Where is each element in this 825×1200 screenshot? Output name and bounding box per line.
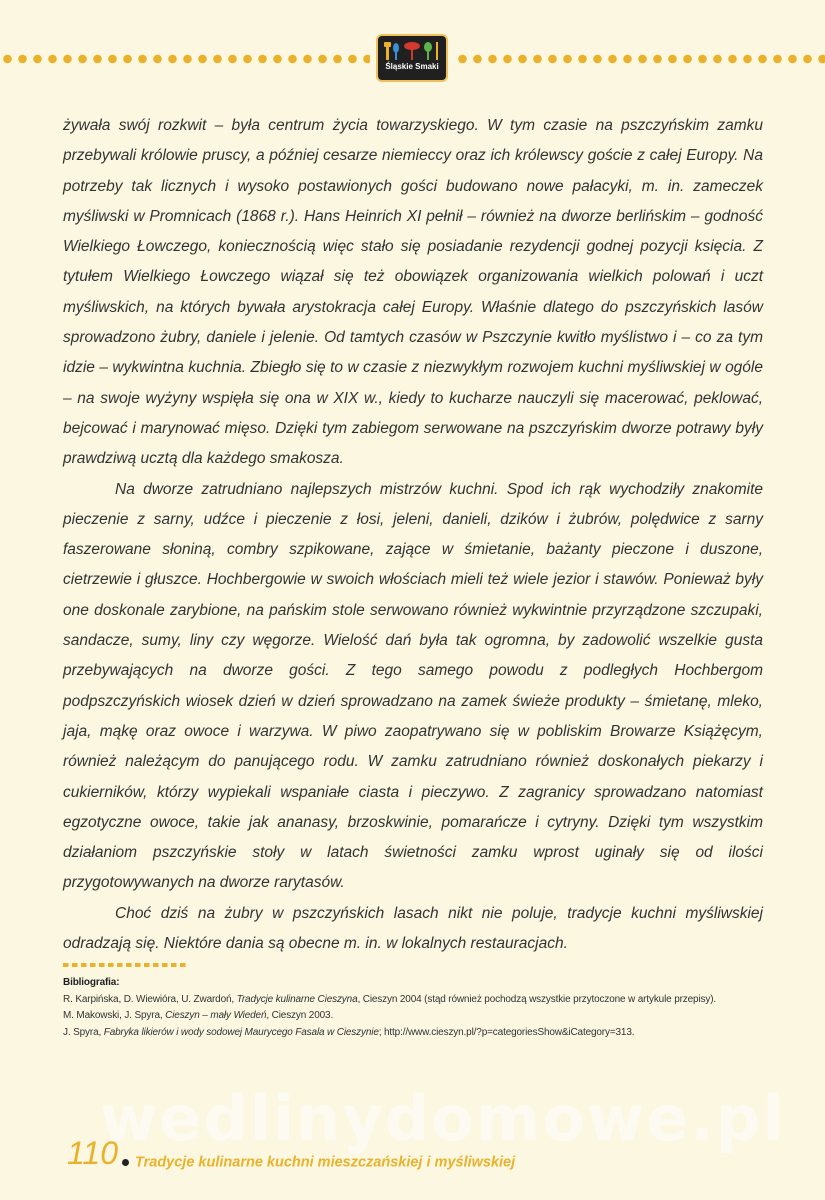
footer-bullet <box>122 1159 129 1166</box>
bibliography-entry <box>63 1008 773 1025</box>
bib-authors: M. Makowski, J. Spyra, <box>63 1010 166 1021</box>
bib-details: ; http://www.cieszyn.pl/?p=categoriesShow&iCategory=313. <box>378 1026 635 1038</box>
footer-title: Tradycje kulinarne kuchni mieszczańskiej i myśliwskiej <box>135 1154 516 1171</box>
article-body <box>63 111 763 959</box>
paragraph: Na dworze zatrudniano najlepszych mistrzów kuchni. Spod ich rąk wychodziły znakomite pieczenie z sarny, udźce i pieczenie z łosi, jeleni, danieli, dzików i żubrów, polędwice z sarny faszerowane słoniną, combry szpikowane, zające w śmietanie, bażanty pieczone i duszone, cietrzewie i głuszce. Hochbergowie w swoich włościach mieli też wiele jezior i stawów. Ponieważ były one doskonale zarybione, na pańskim stole serwowano również wykwintnie przyrządzone szczupaki, sandacze, sumy, liny czy węgorze. Wielość dań była tak ogromna, by zadowolić wszelkie gusta przebywających na dworze gości. Z tego samego powodu z podległych Hochbergom podpszczyńskich wiosek dzień w dzień sprowadzano na zamek świeże produkty – śmietanę, mleko, jaja, mąkę oraz owoce i warzywa. W piwo zaopatrywano się w pobliskim Browarze Książęcym, również należącym do panującego rodu. W zamku zatrudniano również doskonałych piekarzy i cukierników, którzy wypiekali wspaniałe ciasta i pieczywo. Z zagranicy sprowadzano natomiast egzotyczne owoce, takie jak ananasy, brzoskwinie, pomarańcze i cytryny. Dzięki tym wszystkim działaniom pszczyńskie stoły w latach świetności zamku wprost uginały się od ilości przygotowywanych na dworze rarytasów. <box>63 480 763 892</box>
header-dots-right <box>455 52 825 66</box>
bibliography-divider <box>63 963 187 967</box>
paragraph: żywała swój rozkwit – była centrum życia towarzyskiego. W tym czasie na pszczyńskim zamku przebywali królowie pruscy, a później cesarze niemieccy oraz ich królewscy goście z całej Europy. Na potrzeby tak licznych i wysoko postawionych gości budowano nowe pałacyki, m. in. zameczek myśliwski w Promnicach (1868 r.). Hans Heinrich XI pełnił – również na dworze berlińskim – godność Wielkiego Łowczego, koniecznością więc stało się posiadanie rezydencji godnej pozycji księcia. Z tytułem Wielkiego Łowczego wiązał się też obowiązek organizowania wielkich polowań i uczt myśliwskich, na których bywała arystokracja całej Europy. Właśnie dlatego do pszczyńskich lasów sprowadzono żubry, daniele i jelenie. Od tamtych czasów w Pszczynie kwitło myślistwo i – co za tym idzie – wykwintna kuchnia. Zbiegło się to w czasie z niezwykłym rozwojem kuchni myśliwskiej w ogóle – na swoje wyżyny wspięła się ona w XIX w., kiedy to kucharze nauczyli się macerować, peklować, bejcować i marynować mięso. Dzięki tym zabiegom serwowane na pszczyńskim dworze potrawy były prawdziwą ucztą dla każdego smakosza. <box>63 117 763 468</box>
logo-text: Śląskie Smaki <box>385 62 439 71</box>
bibliography <box>63 975 773 1041</box>
page-number: 110 <box>67 1135 119 1171</box>
bibliography-entry <box>63 992 773 1009</box>
page-footer <box>67 1135 515 1175</box>
paragraph: Choć dziś na żubry w pszczyńskich lasach nikt nie poluje, tradycje kuchni myśliwskiej odradzają się. Niektóre dania są obecne m. in. w lokalnych restauracjach. <box>63 904 763 953</box>
cutlery-icon <box>382 40 442 62</box>
bib-details: , Cieszyn 2004 (stąd również pochodzą wszystkie przytoczone w artykule przepisy). <box>357 993 717 1005</box>
bib-authors: J. Spyra, <box>63 1026 104 1038</box>
bib-authors: R. Karpińska, D. Wiewióra, U. Zwardoń, <box>63 993 237 1005</box>
bib-work: Tradycje kulinarne Cieszyna <box>236 993 358 1005</box>
bibliography-entry <box>63 1025 773 1042</box>
bib-work: Fabryka likierów i wody sodowej Maurycego Fasala w Cieszynie <box>103 1026 379 1038</box>
slaskie-smaki-logo <box>376 34 448 82</box>
bib-details: , Cieszyn 2003. <box>266 1010 334 1021</box>
bibliography-title: Bibliografia: <box>63 977 120 988</box>
watermark: wedlinydomowe.pl <box>100 1082 786 1155</box>
bib-work: Cieszyn – mały Wiedeń <box>165 1010 267 1021</box>
header-dots-left <box>0 52 370 66</box>
